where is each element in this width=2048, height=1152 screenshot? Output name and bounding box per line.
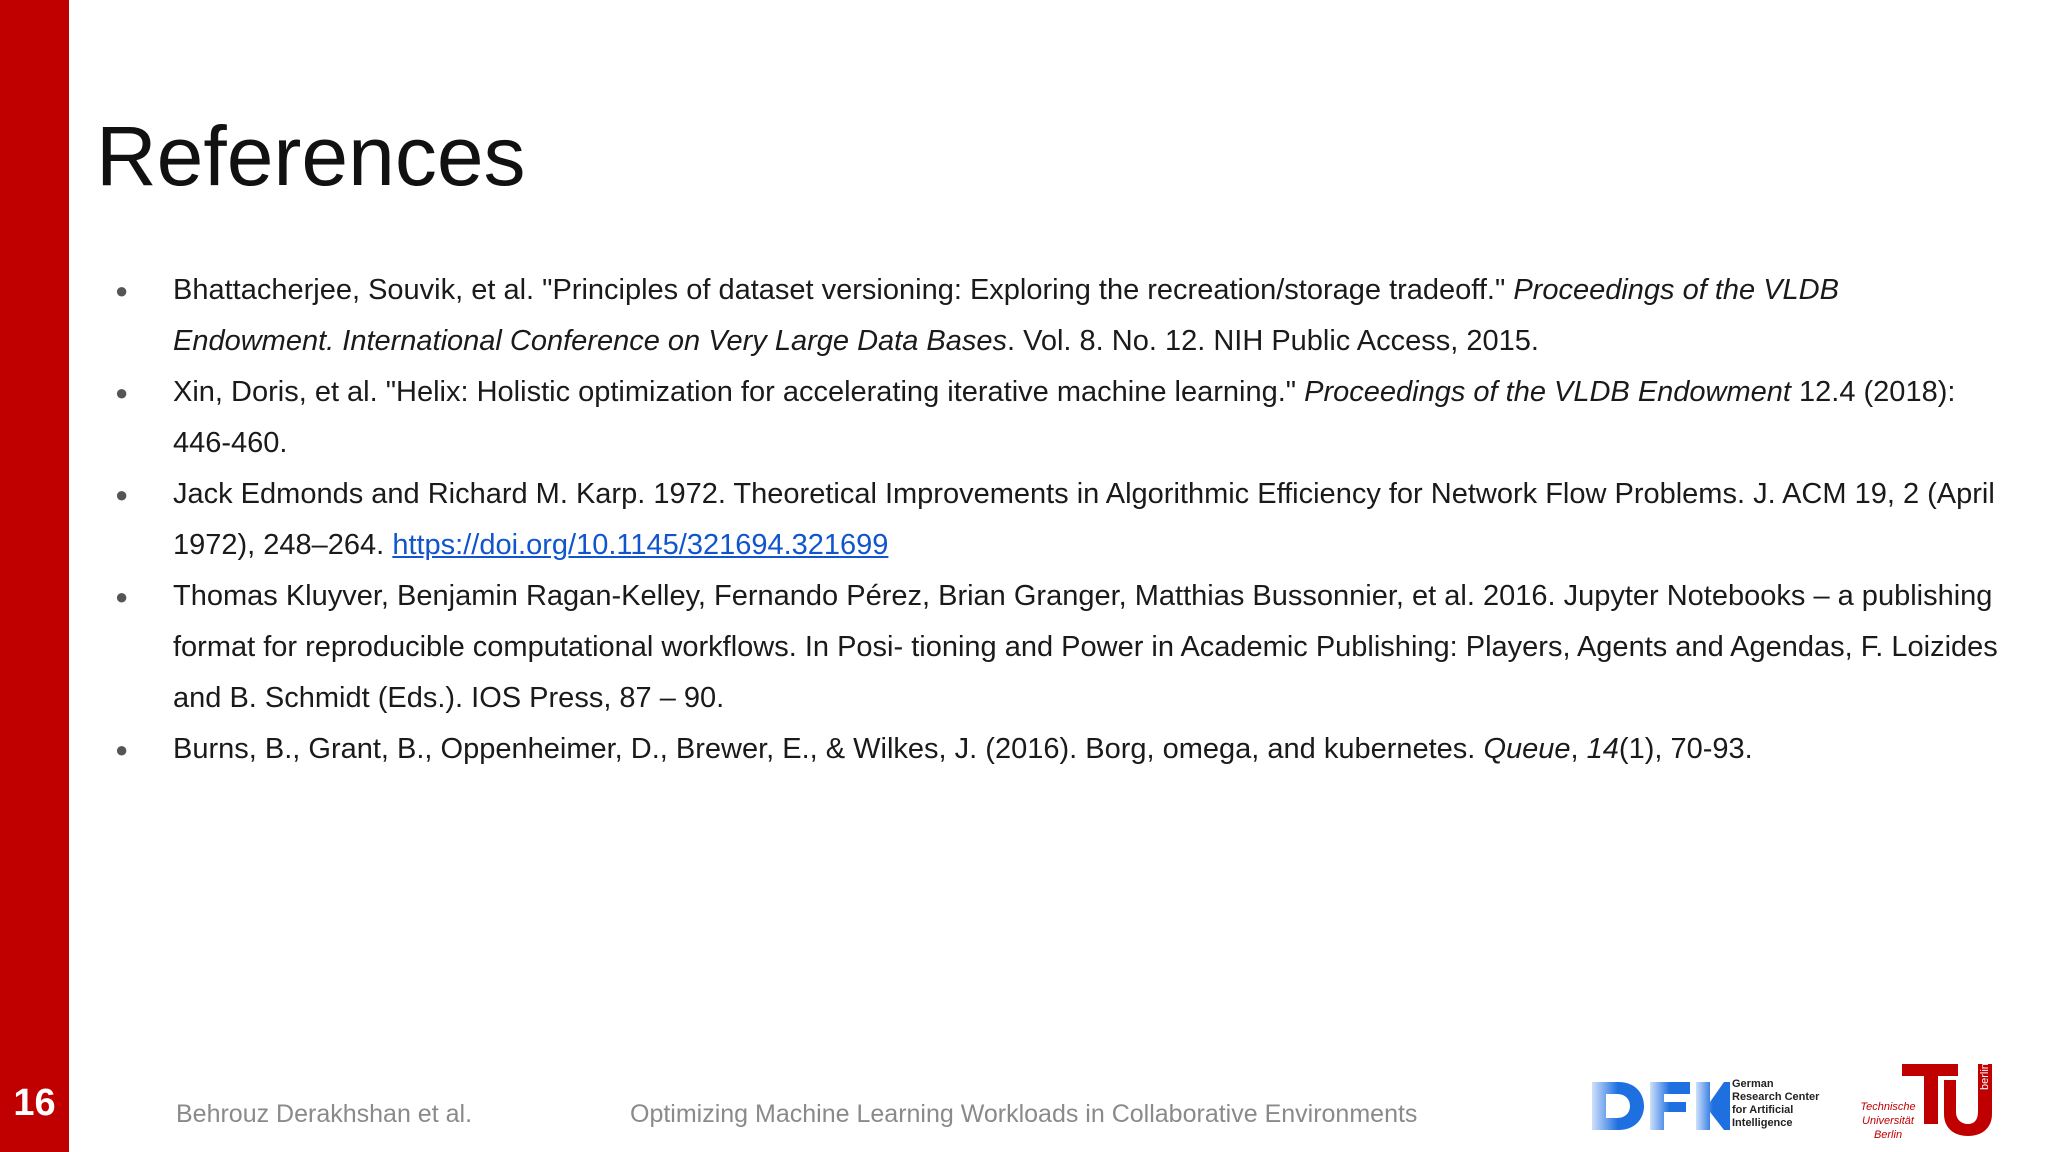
reference-text: . Vol. 8. No. 12. NIH Public Access, 2015. bbox=[1006, 325, 1539, 357]
page-title: References bbox=[96, 109, 526, 203]
bullet-icon: ● bbox=[115, 278, 129, 303]
tu-side-label: berlin bbox=[1979, 1063, 1991, 1090]
reference-item bbox=[113, 367, 2003, 469]
footer-author: Behrouz Derakhshan et al. bbox=[176, 1100, 473, 1128]
reference-item bbox=[113, 571, 2003, 724]
reference-item bbox=[113, 469, 2003, 571]
reference-text: (1), 70-93. bbox=[1618, 733, 1753, 765]
reference-venue: Proceedings of the VLDB Endowment. International Conference on Very Large Data Bases bbox=[173, 274, 1839, 357]
footer-talk-title: Optimizing Machine Learning Workloads in Collaborative Environments bbox=[630, 1100, 1418, 1128]
side-accent-bar bbox=[0, 0, 69, 1152]
reference-text: Xin, Doris, et al. "Helix: Holistic optimization for accelerating iterative machine learning." bbox=[173, 376, 1305, 408]
reference-item bbox=[113, 265, 2003, 367]
reference-text: Thomas Kluyver, Benjamin Ragan-Kelley, Fernando Pérez, Brian Granger, Matthias Bussonnier, et al. 2016. Jupyter Notebooks – a publishing format for reproducible computational workflows. In Posi- tioning and Power in Academic Publishing: Players, Agents and Agendas, F. Loizides and B. Schmidt (Eds.). IOS Press, 87 – 90. bbox=[173, 580, 1998, 714]
dfki-text-line: Research Center bbox=[1732, 1091, 1820, 1103]
dfki-logo-text bbox=[1732, 1078, 1819, 1130]
tu-berlin-logo bbox=[1900, 1062, 2000, 1138]
dfki-text-line: Intelligence bbox=[1732, 1117, 1793, 1129]
dfki-text-line: German bbox=[1732, 1078, 1774, 1090]
bullet-icon: ● bbox=[115, 482, 129, 507]
dfki-text-line: for Artificial bbox=[1732, 1104, 1794, 1116]
tu-text-line: Universität bbox=[1862, 1115, 1914, 1127]
reference-text: Bhattacherjee, Souvik, et al. "Principles of dataset versioning: Exploring the recreation/storage tradeoff." bbox=[173, 274, 1514, 306]
tu-text-line: Technische bbox=[1860, 1101, 1916, 1113]
reference-venue: Proceedings of the VLDB Endowment bbox=[1304, 376, 1791, 408]
tu-text-line: Berlin bbox=[1873, 1129, 1903, 1141]
reference-text: Jack Edmonds and Richard M. Karp. 1972. Theoretical Improvements in Algorithmic Efficiency for Network Flow Problems. J. ACM 19, 2 (April 1972), 248–264. bbox=[173, 478, 1995, 561]
slide-number: 16 bbox=[13, 1082, 56, 1124]
reference-link[interactable]: https://doi.org/10.1145/321694.321699 bbox=[392, 529, 889, 561]
reference-text: , bbox=[1570, 733, 1587, 765]
bullet-icon: ● bbox=[115, 584, 129, 609]
bullet-icon: ● bbox=[115, 737, 129, 762]
reference-item bbox=[113, 724, 2003, 775]
reference-text: Burns, B., Grant, B., Oppenheimer, D., Brewer, E., & Wilkes, J. (2016). Borg, omega, and kubernetes. bbox=[173, 733, 1484, 765]
reference-venue: Queue bbox=[1483, 733, 1571, 765]
references-list bbox=[113, 265, 2003, 775]
reference-venue: 14 bbox=[1586, 733, 1619, 765]
bullet-icon: ● bbox=[115, 380, 129, 405]
reference-text: 12.4 (2018): 446-460. bbox=[173, 376, 1956, 459]
